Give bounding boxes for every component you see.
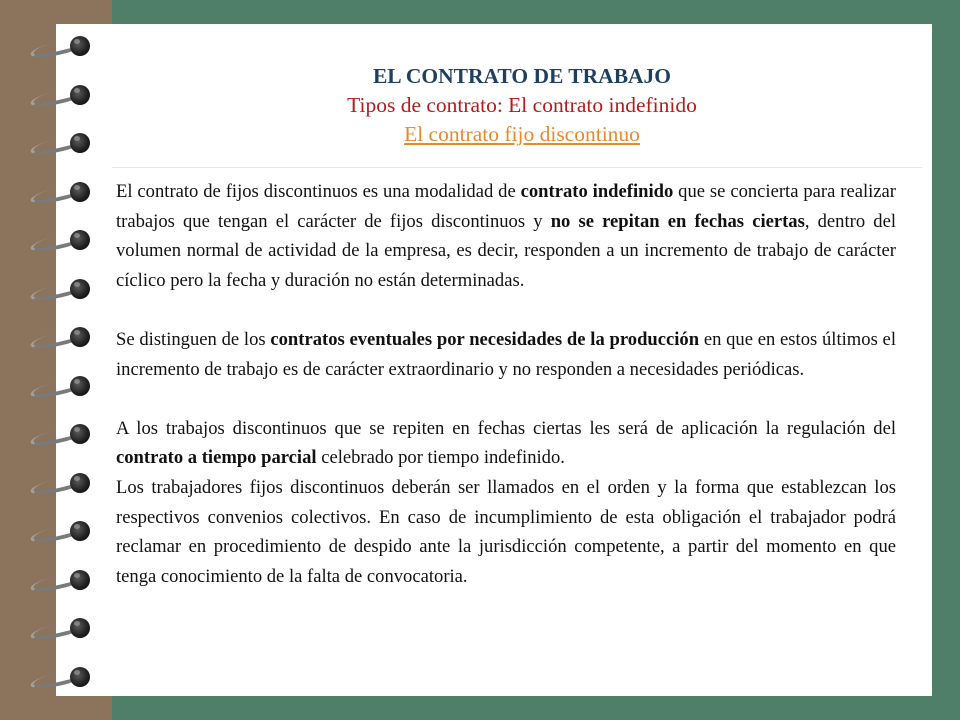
spiral-ring-icon [30, 620, 98, 638]
spiral-ring-icon [30, 378, 98, 396]
spiral-ring-icon [30, 184, 98, 202]
p1-text-2: que se concierta para realizar trabajos que tengan el carácter de fijos discontinuos y [116, 181, 897, 232]
spiral-ring-icon [30, 135, 98, 153]
page-title: EL CONTRATO DE TRABAJO [372, 64, 672, 88]
slide-title-block [112, 62, 932, 149]
p3-bold-1: contrato a tiempo parcial [116, 447, 317, 469]
spiral-ring-icon [30, 523, 98, 541]
spiral-ring-icon [30, 426, 98, 444]
paragraph-1 [116, 177, 896, 295]
p1-text-1: El contrato de fijos discontinuos es una modalidad de [116, 181, 521, 202]
p3-text-2: celebrado por tiempo indefinido. [316, 447, 565, 469]
spiral-ring-icon [30, 329, 98, 347]
p1-text-3: , dentro del volumen normal de actividad de la empresa, es decir, responden a un incremento de trabajo de carácter cíclico pero la fecha y duración no están determinadas. [116, 210, 896, 291]
body-text [116, 177, 896, 591]
spiral-ring-icon [30, 232, 98, 250]
spiral-ring-icon [30, 38, 98, 56]
p2-bold-1: contratos eventuales por necesidades de la producción [270, 328, 700, 350]
title-divider [112, 167, 922, 168]
p2-text-2: en que en estos últimos el incremento de trabajo es de carácter extraordinario y no responden a necesidades periódicas. [116, 328, 896, 380]
paragraph-4 [116, 473, 896, 591]
p2-text-1: Se distinguen de los [116, 328, 271, 350]
paragraph-2 [116, 325, 896, 384]
spiral-ring-icon [30, 87, 98, 105]
p1-bold-2: no se repitan en fechas ciertas [550, 210, 805, 232]
spiral-ring-icon [30, 281, 98, 299]
section-link[interactable]: El contrato fijo discontinuo [404, 122, 640, 146]
p1-bold-1: contrato indefinido [520, 181, 674, 202]
spiral-ring-icon [30, 572, 98, 590]
paragraph-3 [116, 414, 896, 473]
spiral-ring-icon [30, 669, 98, 687]
page-subtitle: Tipos de contrato: El contrato indefinido [347, 93, 697, 117]
p4-text-1: Los trabajadores fijos discontinuos deberán ser llamados en el orden y la forma que establezcan los respectivos convenios colectivos. En caso de incumplimiento de esta obligación el trabajador podrá reclamar en procedimiento de despido ante la jurisdicción competente, a partir del momento en que tenga conocimiento de la falta de convocatoria. [116, 476, 896, 587]
p3-text-1: A los trabajos discontinuos que se repiten en fechas ciertas les será de aplicación la regulación del [116, 417, 896, 439]
spiral-ring-icon [30, 475, 98, 493]
